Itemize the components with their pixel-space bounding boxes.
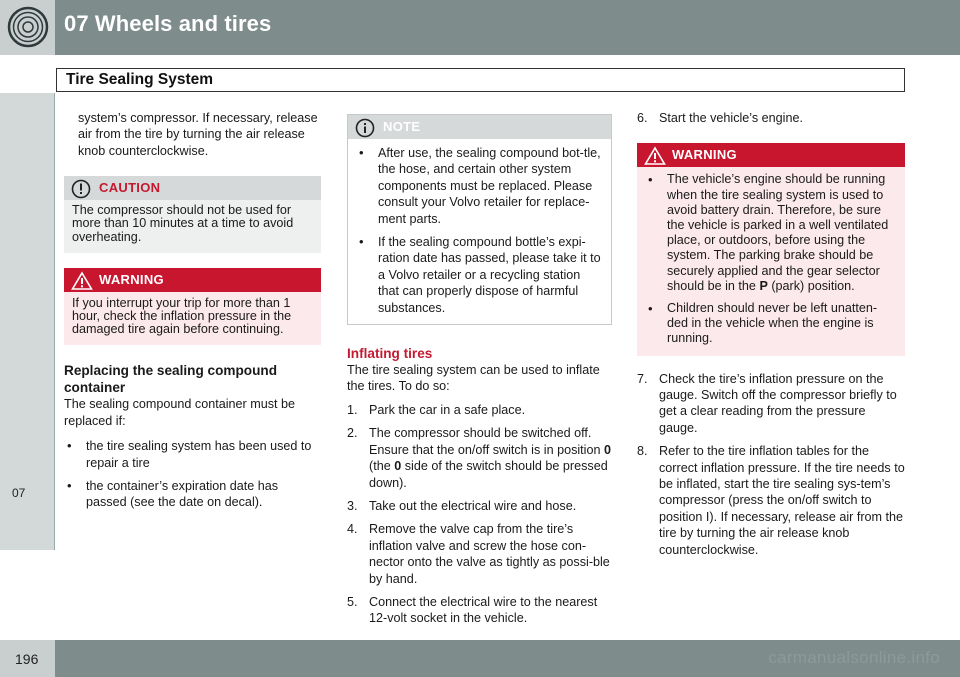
replace-intro: The sealing compound container must be replaced if: [64, 397, 296, 428]
warning-icon [644, 146, 666, 166]
warning-list [645, 172, 897, 346]
note-label: NOTE [383, 119, 421, 134]
note-header [348, 115, 611, 139]
step-number: 7. [637, 371, 648, 386]
list-item [637, 110, 905, 126]
step-number: 6. [637, 111, 648, 125]
warning-icon [71, 271, 93, 291]
list-item: • the container’s expiration date has passed (see the date on decal). [64, 478, 321, 511]
replace-heading: Replacing the sealing compound container [64, 363, 277, 396]
page-number-box [0, 640, 55, 677]
inflating-intro: The tire sealing system can be used to inflate the tires. To do so: [347, 363, 600, 394]
park-position: P [759, 278, 768, 293]
list-item [637, 443, 905, 558]
caution-header [64, 176, 321, 200]
list-item [347, 402, 612, 418]
caution-icon [71, 179, 91, 199]
step-number: 8. [637, 444, 648, 459]
warning-text: The vehicle’s engine should be running when the tire sealing system is used to avoid battery drain. Therefore, be sure the vehicle is parked in a well ventilated place, or outdoors, before using the system. The parking brake should be securely applied and the gear selector should be in the [667, 172, 889, 293]
step-number: 4. [347, 522, 358, 537]
step-text: Take out the electrical wire and hose. [369, 498, 577, 513]
step-text: Start the vehicle’s engine. [659, 111, 803, 125]
list-item [637, 371, 905, 437]
switch-position: 0 [603, 442, 611, 457]
chapter-title: 07 Wheels and tires [64, 11, 272, 36]
chapter-header [0, 0, 960, 55]
note-body [348, 139, 611, 324]
note-box [347, 114, 612, 325]
warning-body [637, 167, 905, 355]
wheel-icon [7, 6, 49, 48]
note-list [356, 145, 603, 316]
column-3 [637, 110, 905, 558]
step-number: 3. [347, 498, 358, 513]
side-tab-number: 07 [12, 486, 26, 500]
warning-box [64, 268, 321, 346]
warning-text: (park) position. [767, 278, 855, 293]
inflating-steps [347, 402, 612, 627]
step-number: 1. [347, 402, 358, 417]
step-text: Refer to the tire inflation tables for the correct inflation pressure. If the tire needs to be inflated, start the tire sealing sys-tem’s compressor (press the on/off switch to position I). If necessary, release air from the tire by turning the air release knob counterclockwise. [659, 444, 905, 557]
step-text: The compressor should be switched off. Ensure that the on/off switch is in position [369, 426, 604, 457]
chapter-side-tab [0, 93, 55, 550]
column-2 [347, 114, 612, 627]
warning-header [64, 268, 321, 292]
continued-text: system’s compressor. If necessary, release air from the tire by turning the air release knob counterclockwise. [78, 111, 318, 158]
section-title: Tire Sealing System [66, 71, 214, 88]
warning-box [637, 143, 905, 355]
warning-text: If you interrupt your trip for more than 1 hour, check the inflation pressure in the damaged tire again before continuing. [64, 292, 321, 346]
page-footer [0, 640, 960, 677]
caution-box [64, 176, 321, 253]
section-bar [56, 68, 905, 92]
step-text: Remove the valve cap from the tire’s inflation valve and screw the hose con-nector onto the valve as tightly as possi-ble by hand. [369, 522, 610, 586]
step-number: 5. [347, 594, 358, 609]
caution-text: The compressor should not be used for more than 10 minutes at a time to avoid overheating. [64, 200, 321, 253]
warning-label: WARNING [99, 271, 164, 287]
list-item: • the tire sealing system has been used to repair a tire [64, 438, 321, 471]
inflating-steps-continued [637, 371, 905, 558]
list-item [645, 172, 897, 294]
list-item: • If the sealing compound bottle’s expi-ration date has passed, please take it to a Volvo retailer or a recycling station that can properly dispose of harmful substances. [356, 234, 603, 316]
column-1 [64, 110, 321, 511]
page-number: 196 [15, 651, 39, 667]
list-item: • Children should never be left unatten-ded in the vehicle when the engine is running. [645, 301, 897, 347]
chapter-icon-box [0, 0, 55, 55]
list-item [347, 425, 612, 491]
step-text: (the [369, 459, 395, 474]
step-text: Check the tire’s inflation pressure on the gauge. Switch off the compressor briefly to get a clear reading from the pressure gauge. [659, 371, 897, 435]
warning-label: WARNING [672, 147, 737, 163]
step-text: Park the car in a safe place. [369, 402, 526, 417]
list-item [347, 521, 612, 587]
step-number: 2. [347, 426, 358, 441]
step-text: Connect the electrical wire to the nearest 12-volt socket in the vehicle. [369, 594, 598, 626]
inflating-heading: Inflating tires [347, 346, 433, 362]
list-item [347, 594, 612, 627]
caution-label: CAUTION [99, 180, 161, 196]
list-item: • After use, the sealing compound bot-tle, the hose, and certain other system components must be replaced. Please consult your Volvo retailer for replace-ment parts. [356, 145, 603, 227]
step-text: side of the switch should be pressed down). [369, 459, 608, 490]
replace-list [64, 438, 321, 511]
list-item [347, 498, 612, 514]
info-icon [355, 118, 375, 138]
switch-position: 0 [394, 459, 402, 474]
step-6-list [637, 110, 905, 126]
warning-header [637, 143, 905, 167]
watermark: carmanualsonline.info [768, 648, 940, 667]
